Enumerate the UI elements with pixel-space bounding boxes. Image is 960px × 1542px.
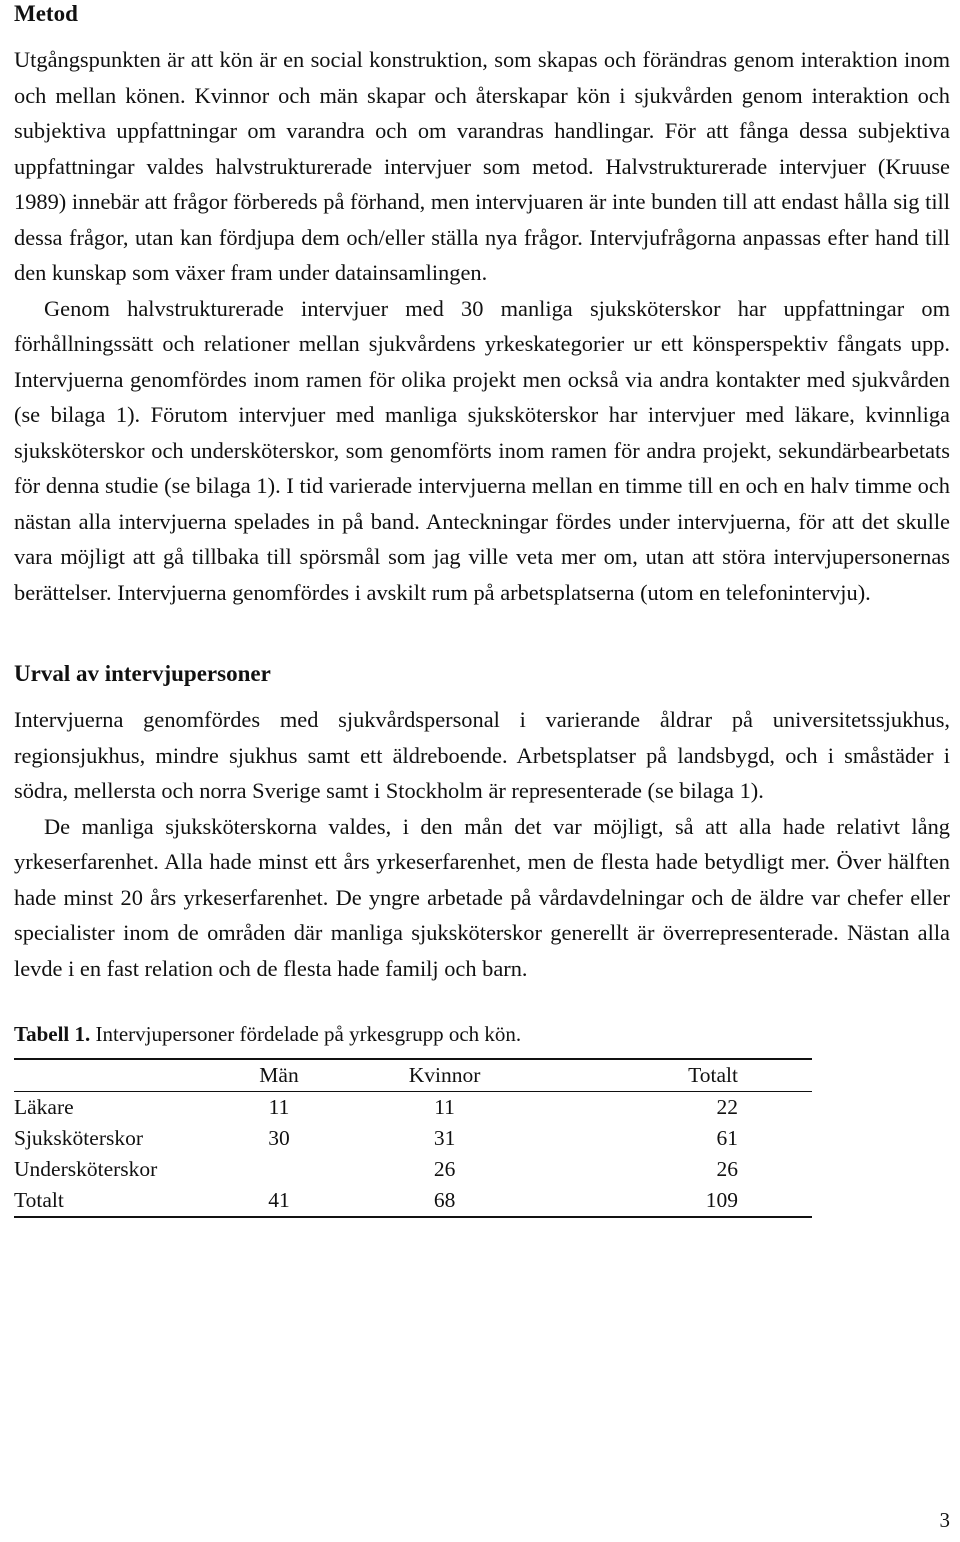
table-row: [14, 1185, 812, 1217]
table-cell: Totalt: [14, 1188, 64, 1212]
table-header-cell: Totalt: [688, 1063, 738, 1087]
section-heading-urval: Urval av intervjupersoner: [14, 661, 271, 686]
table-cell: Undersköterskor: [14, 1157, 158, 1181]
table-row: [14, 1092, 812, 1124]
table-cell: 26: [433, 1157, 456, 1181]
table-cell: 11: [434, 1095, 455, 1119]
table-cell: 109: [705, 1188, 738, 1212]
table-caption-text: Intervjupersoner fördelade på yrkesgrupp och kön.: [90, 1022, 522, 1046]
table-cell: Sjuksköterskor: [14, 1126, 143, 1150]
table-header-row: [14, 1059, 812, 1092]
section-heading-metod: Metod: [14, 1, 78, 26]
page-number: 3: [939, 1508, 950, 1532]
paragraph-urval-2: De manliga sjuksköterskorna valdes, i den mån det var möjligt, så att alla hade relativt lång yrkeserfarenhet. Alla hade minst ett års yrkeserfarenhet, men de flesta hade betydligt mer. Över hälften hade minst 20 års yrkeserfarenhet. De yngre arbetade på vårdavdelningar och de äldre var chefer eller specialister inom de områden där manliga sjuksköterskor generellt är överrepresenterade. Nästan alla levde i en fast relation och de flesta hade familj och barn.: [14, 813, 950, 981]
paragraph-urval-1: Intervjuerna genomfördes med sjukvårdspersonal i varierande åldrar på universitetssjukhus, regionsjukhus, mindre sjukhus samt ett äldreboende. Arbetsplatser på landsbygd, och i småstäder i södra, mellersta och norra Sverige samt i Stockholm är representerade (se bilaga 1).: [14, 707, 950, 803]
table-cell: 11: [268, 1095, 290, 1119]
table-row: [14, 1154, 812, 1185]
table-cell: 22: [716, 1095, 738, 1119]
table-caption: [14, 1020, 950, 1048]
table-header-cell: [14, 1059, 238, 1092]
table-cell: 26: [716, 1157, 738, 1181]
table-caption-label: Tabell 1.: [14, 1022, 91, 1046]
table-cell: 41: [268, 1188, 290, 1212]
paragraph-metod-2: Genom halvstrukturerade intervjuer med 30 manliga sjuksköterskor har uppfattningar om förhållningssätt och relationer mellan sjukvårdens yrkeskategorier ur ett könsperspektiv fångats upp. Intervjuerna genomfördes inom ramen för olika projekt men också via andra kontakter med sjukvården (se bilaga 1). Förutom intervjuer med manliga sjuksköterskor har intervjuer med läkare, kvinnliga sjuksköterskor och undersköterskor, som genomförts inom ramen för andra projekt, sekundärbearbetats för denna studie (se bilaga 1). I tid varierade intervjuerna mellan en timme till en och en halv timme och nästan alla intervjuerna spelades in på band. Anteckningar fördes under intervjuerna, för att det skulle vara möjligt att gå tillbaka till spörsmål som jag ville veta mer om, utan att störa intervjupersonernas berättelser. Intervjuerna genomfördes i avskilt rum på arbetsplatserna (utom en telefonintervju).: [14, 295, 950, 605]
table-header-cell: Kvinnor: [408, 1063, 481, 1087]
paragraph-metod-1: Utgångspunkten är att kön är en social konstruktion, som skapas och förändras genom interaktion inom och mellan könen. Kvinnor och män skapar och återskapar kön i sjukvården genom interaktion och subjektiva uppfattningar om varandra och om varandras handlingar. För att fånga dessa subjektiva uppfattningar valdes halvstrukturerade intervjuer som metod. Halvstrukturerade intervjuer (Kruuse 1989) innebär att frågor förbereds på förhand, men intervjuaren är inte bunden till att endast hålla sig till dessa frågor, utan kan fördjupa dem och/eller ställa nya frågor. Intervjufrågorna anpassas efter hand till den kunskap som växer fram under datainsamlingen.: [14, 47, 950, 285]
table-cell: 68: [433, 1188, 456, 1212]
table-cell: 31: [433, 1126, 456, 1150]
table-row: [14, 1123, 812, 1154]
table-cell: Läkare: [14, 1095, 74, 1119]
table-cell: [238, 1154, 320, 1185]
table-cell: 61: [716, 1126, 738, 1150]
table-header-cell: Män: [259, 1063, 299, 1087]
table-cell: 30: [268, 1126, 290, 1150]
personnel-table: [14, 1058, 812, 1218]
